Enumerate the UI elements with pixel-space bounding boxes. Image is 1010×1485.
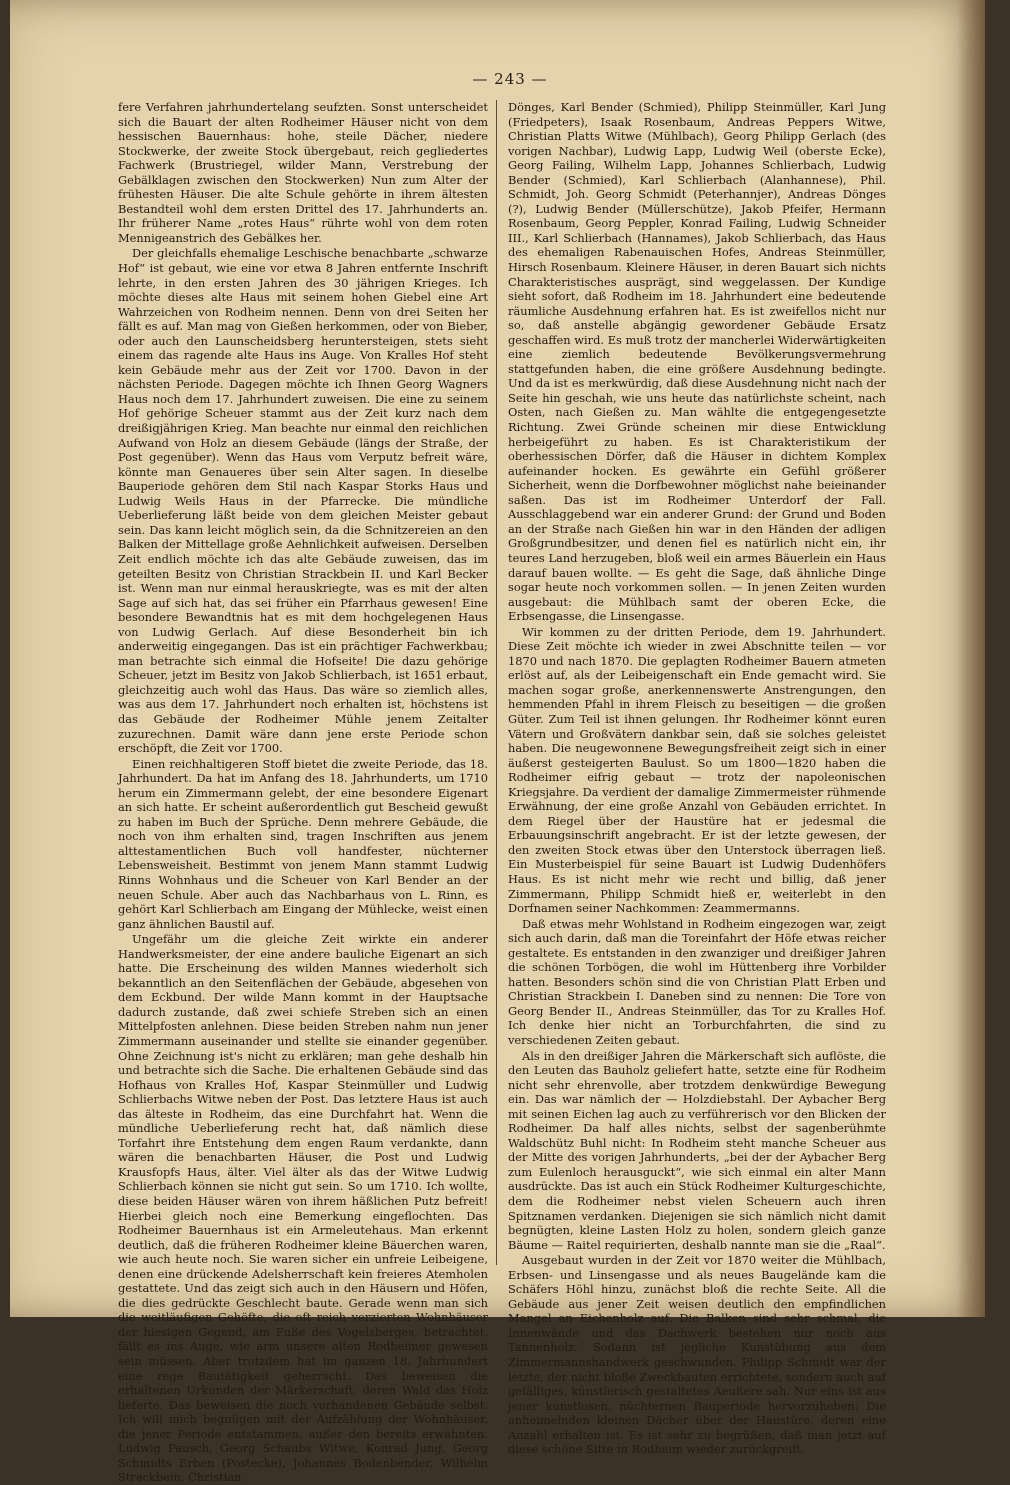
paragraph: Wir kommen zu der dritten Periode, dem 19. Jahrhundert. Diese Zeit möchte ich wieder in zwei Abschnitte teilen — vor 1870 und nach 1870. Die geplagten Rodheimer Bauern atmeten erlöst auf, als der Leibeigenschaft ein Ende gemacht wird. Sie machen sogar große, anerkennenswerte Anstrengungen, den hemmenden Pfahl in ihrem Fleisch zu beseitigen — die großen Güter. Zum Teil ist ihnen gelungen. Ihr Rodheimer könnt euren Vätern und Großvätern dankbar sein, daß sie solches geleistet haben. Die neugewonnene Bewegungsfreiheit zeigt sich in einer äußerst gesteigerten Baulust. So um 1800—1820 haben die Rodheimer eifrig gebaut — trotz der napoleonischen Kriegsjahre. Da verdient der damalige Zimmermeister rühmende Erwähnung, der eine große Anzahl von Gebäuden errichtet. In dem Riegel über der Haustüre hat er jedesmal die Erbauungsinschrift angebracht. Er ist der letzte gewesen, der den zweiten Stock etwas über den Unterstock überragen ließ. Ein Musterbeispiel für seine Bauart ist Ludwig Dudenhöfers Haus. Es ist nicht mehr wie recht und billig, daß jener Zimmermann, Philipp Schmidt hieß er, weiterlebt in den Dorfnamen seiner Nachkommen: Zeammermanns. — [508, 624, 886, 916]
paragraph: Der gleichfalls ehemalige Leschische benachbarte „schwarze Hof“ ist gebaut, wie eine vor etwa 8 Jahren entfernte Inschrift lehrte, in den ersten Jahren des 30 jährigen Krieges. Ich möchte dieses alte Haus mit seinem hohen Giebel eine Art Wahrzeichen von Rodheim nennen. Denn von drei Seiten her fällt es auf. Man mag von Gießen herkommen, oder von Bieber, oder auch den Launscheidsberg heruntersteigen, stets sieht einem das ragende alte Haus ins Auge. Von Kralles Hof steht kein Gebäude mehr aus der Zeit vor 1700. Davon in der nächsten Periode. Dagegen möchte ich Ihnen Georg Wagners Haus noch dem 17. Jahrhundert zuweisen. Die eine zu seinem Hof gehörige Scheuer stammt aus der Zeit kurz nach dem dreißigjährigen Krieg. Man beachte nur einmal den reichlichen Aufwand von Holz an diesem Gebäude (längs der Straße, der Post gegenüber). Wenn das Haus vom Verputz befreit wäre, könnte man Genaueres über sein Alter sagen. In dieselbe Bauperiode gehören dem Stil nach Kaspar Storks Haus und Ludwig Weils Haus in der Pfarrecke. Die mündliche Ueberlieferung läßt beide von dem gleichen Meister gebaut sein. Das kann leicht möglich sein, da die Schnitzereien an den Balken der Mittellage große Aehnlichkeit aufweisen. Derselben Zeit endlich möchte ich das alte Gebäude zuweisen, das im geteilten Besitz von Christian Strackbein II. und Karl Becker ist. Wenn man nur einmal herauskriegte, was es mit der alten Sage auf sich hat, das sei früher ein Pfarrhaus gewesen! Eine besondere Bewandtnis hat es mit dem hochgelegenen Haus von Ludwig Gerlach. Auf diese Besonderheit bin ich anderweitig eingegangen. Das ist ein prächtiger Fachwerkbau; man betrachte sich einmal die Hofseite! Die dazu gehörige Scheuer, jetzt im Besitz von Jakob Schlierbach, ist 1651 erbaut, gleichzeitig auch wohl das Haus. Das wäre so ziemlich alles, was aus dem 17. Jahrhundert noch erhalten ist, höchstens ist das Gebäude der Rodheimer Mühle jenem Zeitalter zuzurechnen. Damit wäre dann jene erste Periode schon erschöpft, die Zeit vor 1700. — [118, 246, 488, 756]
left-column — [118, 100, 488, 1485]
paragraph: Einen reichhaltigeren Stoff bietet die zweite Periode, das 18. Jahrhundert. Da hat im Anfang des 18. Jahrhunderts, um 1710 herum ein Zimmermann gelebt, der eine besondere Eigenart an sich hatte. Er scheint außerordentlich gut Bescheid gewußt zu haben im Buch der Sprüche. Denn mehrere Gebäude, die noch von ihm erhalten sind, tragen Inschriften aus jenem alttestamentlichen Buch voll handfester, nüchterner Lebensweisheit. Bestimmt von jenem Mann stammt Ludwig Rinns Wohnhaus und die Scheuer von Karl Bender an der neuen Schule. Aber auch das Nachbarhaus von L. Rinn, es gehört Karl Schlierbach am Eingang der Mühlecke, weist einen ganz ähnlichen Baustil auf. — [118, 756, 488, 931]
paragraph: Dönges, Karl Bender (Schmied), Philipp Steinmüller, Karl Jung (Friedpeters), Isaak Rosenbaum, Andreas Peppers Witwe, Christian Platts Witwe (Mühlbach), Georg Philipp Gerlach (des vorigen Nachbar), Ludwig Lapp, Ludwig Weil (oberste Ecke), Georg Failing, Wilhelm Lapp, Johannes Schlierbach, Ludwig Bender (Schmied), Karl Schlierbach (Alanhannese), Phil. Schmidt, Joh. Georg Schmidt (Peterhannjer), Andreas Dönges (?), Ludwig Bender (Müllerschütze), Jakob Pfeifer, Hermann Rosenbaum, Georg Peppler, Konrad Failing, Ludwig Schneider III., Karl Schlierbach (Hannames), Jakob Schlierbach, das Haus des ehemaligen Rabenauischen Hofes, Andreas Steinmüller, Hirsch Rosenbaum. Kleinere Häuser, in deren Bauart sich nichts Charakteristisches ausprägt, sind weggelassen. Der Kundige sieht sofort, daß Rodheim im 18. Jahrhundert eine bedeutende räumliche Ausdehnung erfahren hat. Es ist zweifellos nicht nur so, daß anstelle abgängig gewordener Gebäude Ersatz geschaffen wird. Es muß trotz der mancherlei Widerwärtigkeiten eine ziemlich bedeutende Bevölkerungsvermehrung stattgefunden haben, die eine größere Ausdehnung bedingte. Und da ist es merkwürdig, daß diese Ausdehnung nicht nach der Seite hin geschah, wie uns heute das natürlichste scheint, nach Osten, nach Gießen zu. Man wählte die entgegengesetzte Richtung. Zwei Gründe scheinen mir diese Entwicklung herbeigeführt zu haben. Es ist Charakteristikum der oberhessischen Dörfer, daß die Häuser in dichtem Komplex aufeinander hocken. Es gewährte ein Gefühl größerer Sicherheit, wenn die Dorfbewohner möglichst nahe beieinander saßen. Das ist im Rodheimer Unterdorf der Fall. Ausschlaggebend war ein anderer Grund: der Grund und Boden an der Straße nach Gießen hin war in den Händen der adligen Großgrundbesitzer, und denen fiel es natürlich nicht ein, ihr teures Land herzugeben, bloß weil ein armes Bäuerlein ein Haus darauf bauen wollte. — Es geht die Sage, daß ähnliche Dinge sogar heute noch vorkommen sollen. — In jenen Zeiten wurden ausgebaut: die Mühlbach samt der oberen Ecke, die Erbsengasse, die Linsengasse. — [508, 100, 886, 624]
paragraph: fere Verfahren jahrhundertelang seufzten. Sonst unterscheidet sich die Bauart der alten Rodheimer Häuser nicht von dem hessischen Bauernhaus: hohe, steile Dächer, niedere Stockwerke, der zweite Stock übergebaut, reich gegliedertes Fachwerk (Brustriegel, wilder Mann, Verstrebung der Gebälklagen zwischen den Stockwerken) Nun zum Alter der frühesten Häuser. Die alte Schule gehörte in ihrem ältesten Bestandteil wohl dem ersten Drittel des 17. Jahrhunderts an. Ihr früherer Name „rotes Haus“ rührte wohl von dem roten Mennigeanstrich des Gebälkes her. — [118, 100, 488, 245]
page-number: — 243 — — [472, 70, 548, 88]
paragraph: Ungefähr um die gleiche Zeit wirkte ein anderer Handwerksmeister, der eine andere bauliche Eigenart an sich hatte. Die Erscheinung des wilden Mannes wiederholt sich bekanntlich an den Seitenflächen der Gebäude, abgesehen von dem Eckbund. Der wilde Mann kommt in der Hauptsache dadurch zustande, daß zwei schiefe Streben sich an einen Mittelpfosten anlehnen. Diese beiden Streben nahm nun jener Zimmermann auseinander und stellte sie einander gegenüber. Ohne Zeichnung ist's nicht zu erklären; man gehe deshalb hin und betrachte sich die Sache. Die erhaltenen Gebäude sind das Hofhaus von Kralles Hof, Kaspar Steinmüller und Ludwig Schlierbachs Witwe neben der Post. Das letztere Haus ist auch das älteste in Rodheim, das eine Durchfahrt hat. Wenn die mündliche Ueberlieferung recht hat, daß nämlich diese Torfahrt ihre Entstehung dem engen Raum verdankte, dann wären die benachbarten Häuser, die Post und Ludwig Krausfopfs Haus, älter. Viel älter als das der Witwe Ludwig Schlierbach können sie nicht gut sein. So um 1710. Ich wollte, diese beiden Häuser wären von ihrem häßlichen Putz befreit! Hierbei gleich noch eine Bemerkung eingeflochten. Das Rodheimer Bauernhaus ist ein Armeleutehaus. Man erkennt deutlich, daß die früheren Rodheimer kleine Bäuerchen waren, wie auch heute noch. Sie waren sicher ein unfreie Leibeigene, denen eine drückende Adelsherrschaft kein freieres Atemholen gestattete. Und das zeigt sich auch in den Häusern und Höfen, die dies gedrückte Geschlecht baute. Gerade wenn man sich die weitläufigen Gehöfte, die oft reich verzierten Wohnhäuser der hiesigen Gegend, am Fuße des Vogelsberges, betrachtet, fällt es ins Auge, wie arm unsere alten Rodheimer gewesen sein müssen. Aber trotzdem hat im ganzen 18. Jahrhundert eine rege Bautätigkeit geherrscht. Das beweisen die erhaltenen Urkunden der Märkerschaft, deren Wald das Holz lieferte. Das beweisen die noch vorhandenen Gebäude selbst. Ich will mich begnügen mit der Aufzählung der Wohnhäuser, die jener Periode entstammen, außer den bereits erwähnten. Ludwig Pausch, Georg Schaubs Witwe, Konrad Jung, Georg Schmidts Erben (Postecke), Johannes Bodenbender, Wilhelm Strackbein, Christian — [118, 932, 488, 1485]
page-binding-shadow — [957, 0, 985, 1317]
paragraph: Ausgebaut wurden in der Zeit vor 1870 weiter die Mühlbach, Erbsen- und Linsengasse und als neues Baugelände kam die Schäfers Höhl hinzu, zunächst bloß die rechte Seite. All die Gebäude aus jener Zeit weisen deutlich den empfindlichen Mangel an Eichenholz auf. Die Balken sind sehr schmal, die Innenwände und das Dachwerk bestehen nur noch aus Tannenholz. Sodann ist jegliche Kunstübung aus dem Zimmermannshandwerk geschwunden. Philipp Schmidt war der letzte, der nicht bloße Zweckbauten errichtete, sondern auch auf gefälliges, künstlerisch gestaltetes Aeußere sah. Nur eins ist aus jener kunstlosen, nüchternen Bauperiode hervorzuheben: Die anheimelnden kleinen Dächer über der Haustüre, deren eine Anzahl erhalten ist. Es ist sehr zu begrüßen, daß man jetzt auf diese schöne Sitte in Rodheim wieder zurückgreift. — [508, 1253, 886, 1457]
paragraph: Daß etwas mehr Wohlstand in Rodheim eingezogen war, zeigt sich auch darin, daß man die Toreinfahrt der Höfe etwas reicher gestaltete. Es entstanden in den zwanziger und dreißiger Jahren die schönen Torbögen, die wohl im Hüttenberg ihre Vorbilder hatten. Besonders schön sind die von Christian Platt Erben und Christian Strackbein I. Daneben sind zu nennen: Die Tore von Georg Bender II., Andreas Steinmüller, das Tor zu Kralles Hof. Ich denke hier nicht an Torburchfahrten, die sind zu verschiedenen Zeiten gebaut. — [508, 916, 886, 1047]
column-divider — [496, 100, 497, 1265]
right-column — [508, 100, 886, 1457]
book-page — [10, 0, 985, 1485]
paragraph: Als in den dreißiger Jahren die Märkerschaft sich auflöste, die den Leuten das Bauholz geliefert hatte, setzte eine für Rodheim nicht sehr ehrenvolle, aber trotzdem denkwürdige Bewegung ein. Das war nämlich der — Holzdiebstahl. Der Aybacher Berg mit seinen Eichen lag auch zu verführerisch vor den Blicken der Rodheimer. Da half alles nichts, selbst der sagenberühmte Waldschütz Buhl nicht: In Rodheim steht manche Scheuer aus der Mitte des vorigen Jahrhunderts, „bei der der Aybacher Berg zum Eulenloch herausguckt“, wie sich einmal ein alter Mann ausdrückte. Das ist auch ein Stück Rodheimer Kulturgeschichte, dem die Rodheimer nebst vielen Scheuern auch ihren Spitznamen verdanken. Diejenigen sie sich nämlich nicht damit begnügten, kleine Lasten Holz zu holen, sondern gleich ganze Bäume — Raitel requirierten, deshalb nannte man sie die „Raal“. — [508, 1048, 886, 1252]
